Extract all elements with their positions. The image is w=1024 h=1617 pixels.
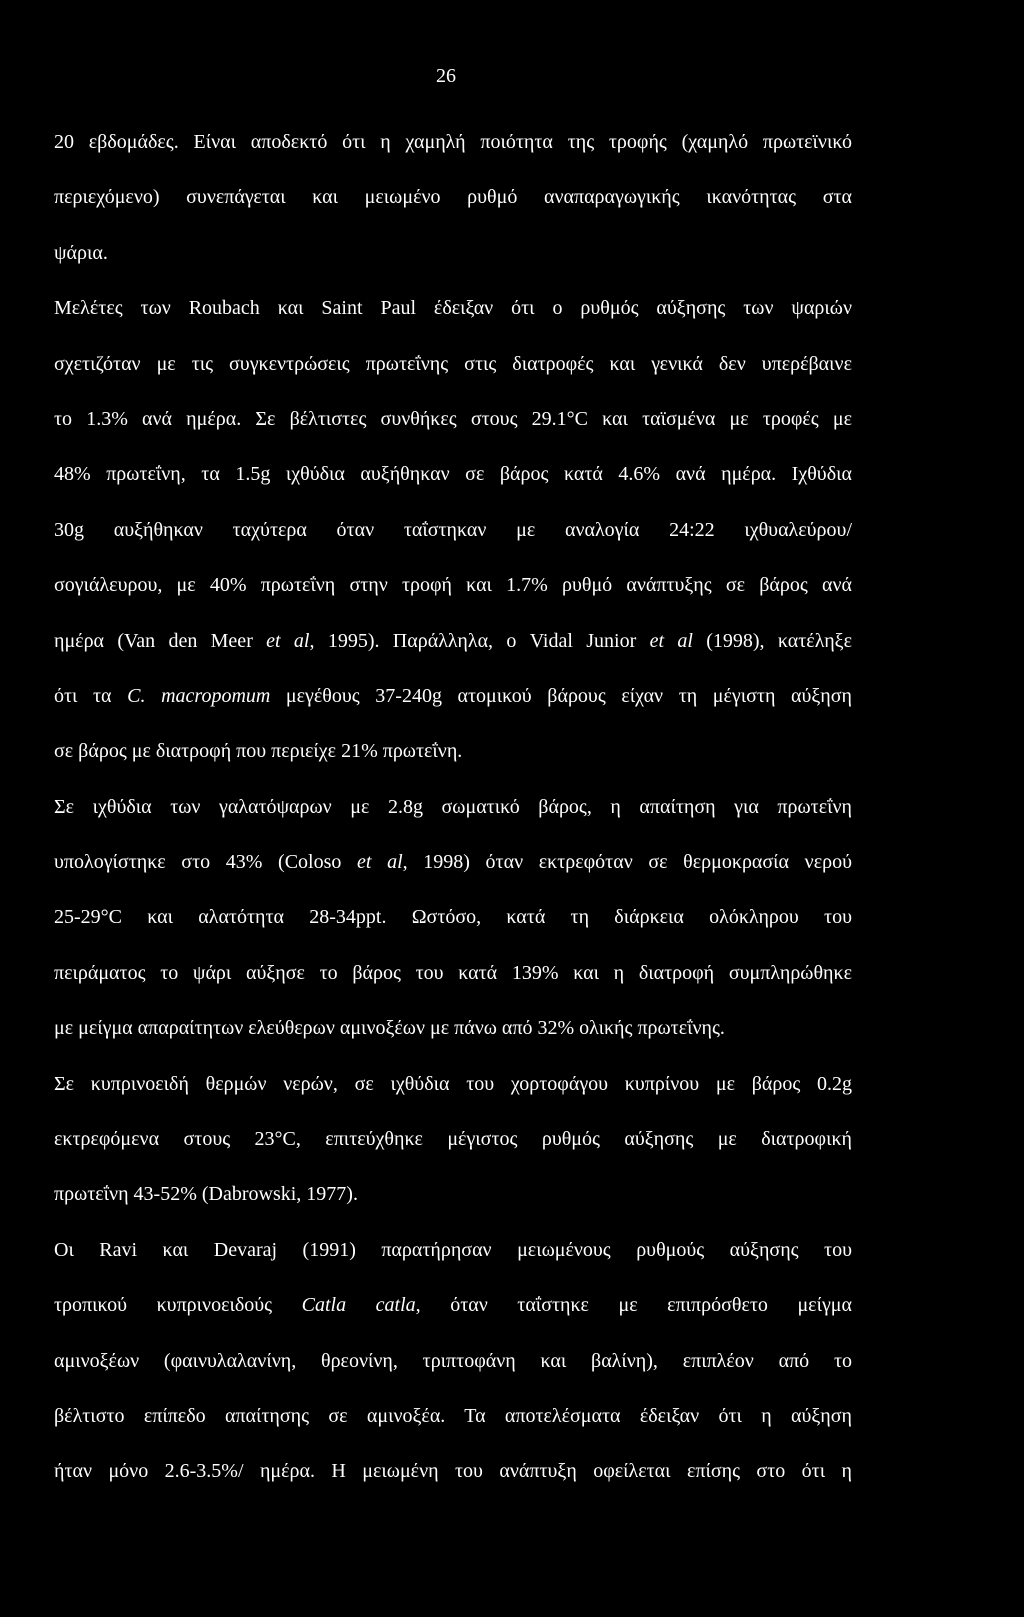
text-segment: Οι Ravi και Devaraj (1991) παρατήρησαν μειωμένους ρυθμούς αύξησης του [54,1238,852,1261]
text-line [54,1457,852,1512]
text-line [54,1291,852,1346]
text-segment: εκτρεφόμενα στους 23°C, επιτεύχθηκε μέγιστος ρυθμός αύξησης με διατροφική [54,1128,852,1151]
italic-text: et al [357,851,403,874]
text-segment: , 1998) όταν εκτρεφόταν σε θερμοκρασία νερού [402,851,852,874]
text-segment: τροπικού κυπρινοειδούς [54,1294,302,1317]
text-segment: Σε κυπρινοειδή θερμών νερών, σε ιχθύδια του χορτοφάγου κυπρίνου με βάρος 0.2g [54,1072,852,1095]
italic-text: et al [266,629,310,652]
text-segment: 48% πρωτεΐνη, τα 1.5g ιχθύδια αυξήθηκαν σε βάρος κατά 4.6% ανά ημέρα. Ιχθύδια [54,463,852,486]
text-line [54,239,852,294]
text-line [54,571,852,626]
text-segment: 25-29°C και αλατότητα 28-34ppt. Ωστόσο, κατά τη διάρκεια ολόκληρου του [54,906,852,929]
text-segment: , 1995). Παράλληλα, ο Vidal Junior [309,629,650,652]
text-line [54,959,852,1014]
page-number: 26 [436,65,456,87]
text-segment: Μελέτες των Roubach και Saint Paul έδειξαν ότι ο ρυθμός αύξησης των ψαριών [54,297,852,320]
text-segment: βέλτιστο επίπεδο απαίτησης σε αμινοξέα. Τα αποτελέσματα έδειξαν ότι η αύξηση [54,1404,852,1427]
text-segment: περιεχόμενο) συνεπάγεται και μειωμένο ρυθμό αναπαραγωγικής ικανότητας στα [54,186,852,209]
text-segment: σε βάρος με διατροφή που περιείχε 21% πρωτεΐνη. [54,740,463,763]
text-line [54,1236,852,1291]
text-line [54,183,852,238]
text-line [54,848,852,903]
text-line [54,1347,852,1402]
italic-text: et al [649,629,693,652]
text-line [54,460,852,515]
text-segment: 30g αυξήθηκαν ταχύτερα όταν ταΐστηκαν με αναλογία 24:22 ιχθυαλεύρου/ [54,518,852,541]
text-line [54,682,852,737]
text-segment: σχετιζόταν με τις συγκεντρώσεις πρωτεΐνης στις διατροφές και γενικά δεν υπερέβαινε [54,352,852,375]
text-segment: μεγέθους 37-240g ατομικού βάρους είχαν τη μέγιστη αύξηση [270,684,852,707]
text-line [54,1180,852,1235]
text-segment: αμινοξέων (φαινυλαλανίνη, θρεονίνη, τριπτοφάνη και βαλίνη), επιπλέον από το [54,1349,852,1372]
text-line [54,405,852,460]
text-segment: πειράματος το ψάρι αύξησε το βάρος του κατά 139% και η διατροφή συμπληρώθηκε [54,961,852,984]
text-line [54,793,852,848]
italic-text: C. macropomum [127,684,271,707]
text-line [54,128,852,183]
text-line [54,627,852,682]
text-segment: σογιάλευρου, με 40% πρωτεΐνη στην τροφή και 1.7% ρυθμό ανάπτυξης σε βάρος ανά [54,574,852,597]
text-segment: Σε ιχθύδια των γαλατόψαρων με 2.8g σωματικό βάρος, η απαίτηση για πρωτεΐνη [54,795,852,818]
text-line [54,350,852,405]
italic-text: Catla catla [301,1294,416,1317]
text-segment: ότι τα [54,684,128,707]
text-line [54,1125,852,1180]
text-segment: υπολογίστηκε στο 43% (Coloso [54,851,358,874]
text-line [54,737,852,792]
body-text [54,128,852,1513]
text-segment: το 1.3% ανά ημέρα. Σε βέλτιστες συνθήκες στους 29.1°C και ταϊσμένα με τροφές με [54,407,852,430]
text-segment: , όταν ταΐστηκε με επιπρόσθετο μείγμα [415,1294,852,1317]
text-line [54,516,852,571]
text-segment: ήταν μόνο 2.6-3.5%/ ημέρα. Η μειωμένη του ανάπτυξη οφείλεται επίσης στο ότι η [54,1460,852,1483]
text-line [54,1070,852,1125]
text-segment: 20 εβδομάδες. Είναι αποδεκτό ότι η χαμηλή ποιότητα της τροφής (χαμηλό πρωτεϊνικό [54,131,852,153]
text-segment: ημέρα (Van den Meer [54,629,267,652]
text-line [54,1014,852,1069]
text-segment: ψάρια. [54,241,108,264]
text-segment: με μείγμα απαραίτητων ελεύθερων αμινοξέων με πάνω από 32% ολικής πρωτεΐνης. [54,1017,725,1040]
text-line [54,903,852,958]
text-line [54,1402,852,1457]
text-segment: (1998), κατέληξε [692,629,852,652]
text-line [54,294,852,349]
text-segment: πρωτεΐνη 43-52% (Dabrowski, 1977). [54,1183,358,1206]
